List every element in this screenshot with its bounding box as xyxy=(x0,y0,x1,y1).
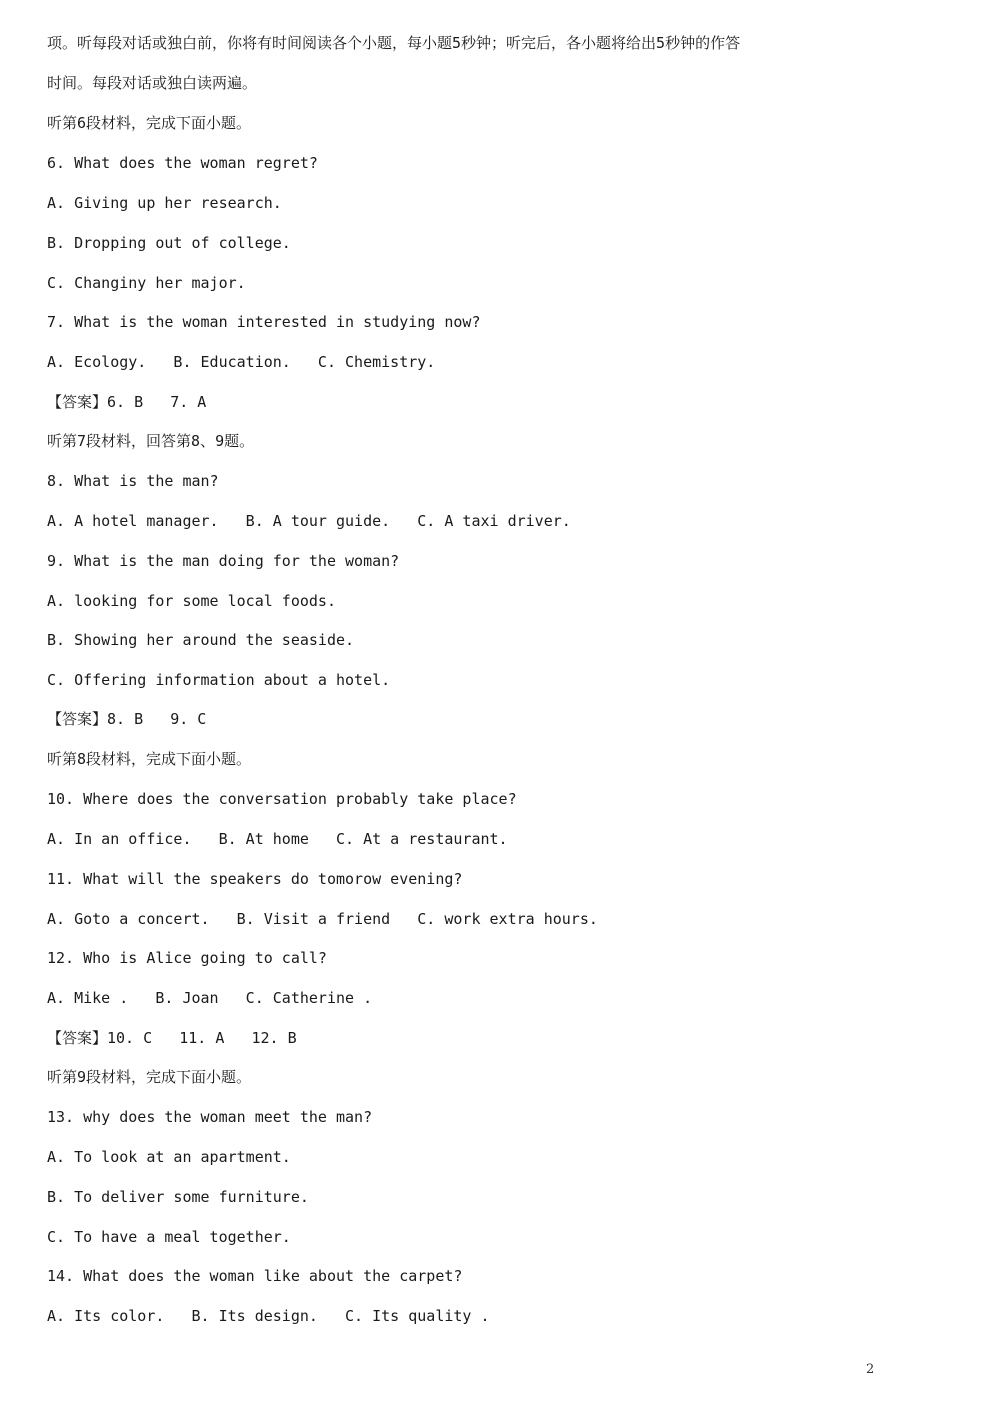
option-6c: C. Changiny her major. xyxy=(47,274,246,292)
options-7: A. Ecology. B. Education. C. Chemistry. xyxy=(47,353,436,371)
question-7: 7. What is the woman interested in studying now? xyxy=(47,313,481,331)
section-heading-7: 听第7段材料，回答第8、9题。 xyxy=(47,432,255,450)
options-12: A. Mike . B. Joan C. Catherine . xyxy=(47,989,373,1007)
options-8: A. A hotel manager. B. A tour guide. C. A taxi driver. xyxy=(47,512,571,530)
section-heading-9: 听第9段材料，完成下面小题。 xyxy=(47,1068,252,1086)
question-11: 11. What will the speakers do tomorow evening? xyxy=(47,870,463,888)
options-14: A. Its color. B. Its design. C. Its quality . xyxy=(47,1307,490,1325)
question-13: 13. why does the woman meet the man? xyxy=(47,1108,373,1126)
option-9a: A. looking for some local foods. xyxy=(47,592,336,610)
instruction-line-1: 项。听每段对话或独白前，你将有时间阅读各个小题，每小题5秒钟；听完后，各小题将给出5秒钟的作答 xyxy=(47,34,741,52)
option-9b: B. Showing her around the seaside. xyxy=(47,631,355,649)
instruction-line-2: 时间。每段对话或独白读两遍。 xyxy=(47,74,258,92)
page-number: 2 xyxy=(866,1362,875,1377)
options-11: A. Goto a concert. B. Visit a friend C. work extra hours. xyxy=(47,910,598,928)
option-13b: B. To deliver some furniture. xyxy=(47,1188,309,1206)
options-10: A. In an office. B. At home C. At a restaurant. xyxy=(47,830,508,848)
question-12: 12. Who is Alice going to call? xyxy=(47,949,327,967)
option-6a: A. Giving up her research. xyxy=(47,194,282,212)
question-8: 8. What is the man? xyxy=(47,472,219,490)
question-14: 14. What does the woman like about the carpet? xyxy=(47,1267,463,1285)
option-13a: A. To look at an apartment. xyxy=(47,1148,291,1166)
answer-10-12: 【答案】10. C 11. A 12. B xyxy=(47,1029,297,1047)
option-9c: C. Offering information about a hotel. xyxy=(47,671,391,689)
answer-8-9: 【答案】8. B 9. C xyxy=(47,710,207,728)
question-9: 9. What is the man doing for the woman? xyxy=(47,552,400,570)
answer-6-7: 【答案】6. B 7. A xyxy=(47,393,207,411)
question-6: 6. What does the woman regret? xyxy=(47,154,318,172)
option-13c: C. To have a meal together. xyxy=(47,1228,291,1246)
option-6b: B. Dropping out of college. xyxy=(47,234,291,252)
question-10: 10. Where does the conversation probably take place? xyxy=(47,790,517,808)
section-heading-8: 听第8段材料，完成下面小题。 xyxy=(47,750,252,768)
section-heading-6: 听第6段材料，完成下面小题。 xyxy=(47,114,252,132)
